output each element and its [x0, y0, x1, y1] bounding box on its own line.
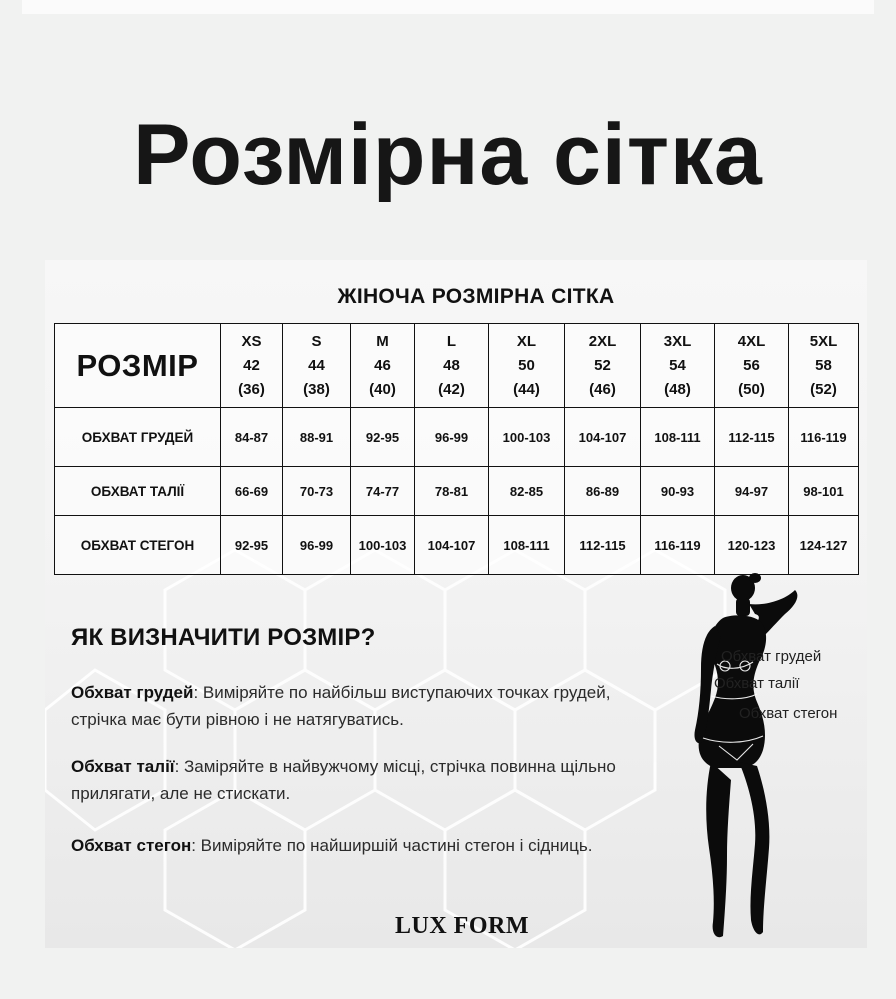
size-letter: 2XL [588, 332, 617, 350]
size-col-l [415, 324, 489, 408]
size-col-5xl [789, 324, 859, 408]
size-letter: M [376, 332, 389, 350]
size-letter: 5XL [809, 332, 838, 350]
guide-text: : Виміряйте по найбільш виступаючих точках грудей, стрічка має бути рівною і не натягуватись. [71, 683, 611, 729]
size-chart-panel [45, 260, 867, 948]
table-row-hips [55, 516, 859, 575]
size-letter: S [311, 332, 322, 350]
size-letter: XL [516, 332, 537, 350]
table-cell: 100-103 [489, 408, 565, 467]
size-alt: (38) [303, 380, 330, 398]
table-row-chest [55, 408, 859, 467]
table-cell: 104-107 [415, 516, 489, 575]
table-cell: 86-89 [565, 467, 641, 516]
table-cell: 84-87 [221, 408, 283, 467]
row-label: ОБХВАТ ТАЛІЇ [55, 467, 221, 516]
guide-text: : Заміряйте в найвужчому місці, стрічка повинна щільно прилягати, але не стискати. [71, 757, 616, 803]
guide-item-chest [71, 679, 661, 733]
size-alt: (42) [438, 380, 465, 398]
size-table [54, 323, 859, 575]
size-alt: (40) [369, 380, 396, 398]
callout-waist: Обхват талії [714, 675, 800, 692]
size-letter: 3XL [663, 332, 692, 350]
guide-text: : Виміряйте по найширшій частині стегон і сідниць. [191, 836, 593, 855]
table-cell: 108-111 [489, 516, 565, 575]
table-cell: 116-119 [789, 408, 859, 467]
table-cell: 88-91 [283, 408, 351, 467]
page-title: Розмірна сітка [133, 107, 763, 203]
row-label: ОБХВАТ ГРУДЕЙ [55, 408, 221, 467]
size-col-4xl [715, 324, 789, 408]
size-number: 46 [374, 356, 391, 374]
size-number: 54 [669, 356, 686, 374]
size-letter: 4XL [737, 332, 766, 350]
table-cell: 98-101 [789, 467, 859, 516]
size-alt: (52) [810, 380, 837, 398]
top-strip [22, 0, 874, 14]
table-cell: 112-115 [565, 516, 641, 575]
table-cell: 82-85 [489, 467, 565, 516]
size-letter: L [446, 332, 457, 350]
size-alt: (44) [513, 380, 540, 398]
size-col-xs [221, 324, 283, 408]
size-letter: XS [241, 332, 262, 350]
row-label: ОБХВАТ СТЕГОН [55, 516, 221, 575]
table-cell: 74-77 [351, 467, 415, 516]
callout-hips: Обхват стегон [739, 705, 838, 722]
size-alt: (46) [589, 380, 616, 398]
size-col-m [351, 324, 415, 408]
callout-chest: Обхват грудей [721, 648, 822, 665]
guide-term: Обхват талії [71, 757, 175, 776]
size-number: 44 [308, 356, 325, 374]
size-number: 58 [815, 356, 832, 374]
table-cell: 92-95 [221, 516, 283, 575]
size-col-xl [489, 324, 565, 408]
guide-term: Обхват стегон [71, 836, 192, 855]
guide-item-waist [71, 753, 661, 807]
table-cell: 78-81 [415, 467, 489, 516]
size-alt: (50) [738, 380, 765, 398]
table-cell: 96-99 [415, 408, 489, 467]
size-col-s [283, 324, 351, 408]
size-col-2xl [565, 324, 641, 408]
table-cell: 124-127 [789, 516, 859, 575]
table-cell: 66-69 [221, 467, 283, 516]
table-cell: 120-123 [715, 516, 789, 575]
size-col-3xl [641, 324, 715, 408]
size-number: 48 [443, 356, 460, 374]
size-header-row [55, 324, 859, 408]
table-cell: 116-119 [641, 516, 715, 575]
size-number: 56 [743, 356, 760, 374]
table-cell: 96-99 [283, 516, 351, 575]
woman-silhouette-icon [645, 570, 805, 948]
guide-title: ЯК ВИЗНАЧИТИ РОЗМІР? [71, 624, 376, 651]
table-cell: 92-95 [351, 408, 415, 467]
size-alt: (48) [664, 380, 691, 398]
guide-item-hips [71, 832, 661, 859]
guide-term: Обхват грудей [71, 683, 194, 702]
table-cell: 94-97 [715, 467, 789, 516]
table-row-waist [55, 467, 859, 516]
table-cell: 108-111 [641, 408, 715, 467]
size-number: 52 [594, 356, 611, 374]
size-header-corner: РОЗМІР [55, 324, 221, 408]
size-number: 42 [243, 356, 260, 374]
table-cell: 104-107 [565, 408, 641, 467]
size-number: 50 [518, 356, 535, 374]
table-cell: 70-73 [283, 467, 351, 516]
table-cell: 112-115 [715, 408, 789, 467]
table-cell: 100-103 [351, 516, 415, 575]
table-title: ЖІНОЧА РОЗМІРНА СІТКА [337, 285, 615, 308]
brand-logo: LUX FORM [395, 913, 529, 939]
table-cell: 90-93 [641, 467, 715, 516]
size-alt: (36) [238, 380, 265, 398]
